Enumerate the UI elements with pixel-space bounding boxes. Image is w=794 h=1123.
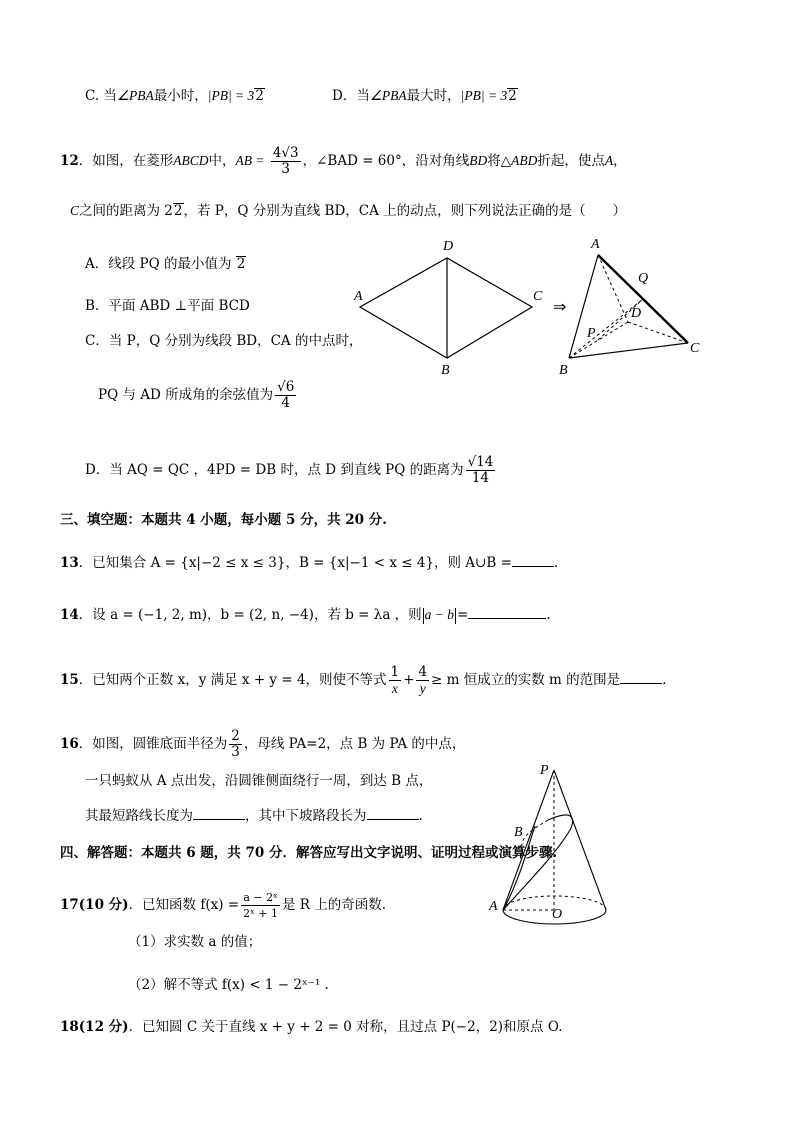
q16-line2: 一只蚂蚁从 A 点出发，沿圆锥侧面绕行一周，到达 B 点， xyxy=(85,773,433,789)
q12-ab-fraction: $\frac{4√3}{3}$ xyxy=(272,145,299,177)
q15: 15．已知两个正数 x，y 满足 x + y = 4，则使不等式 $\frac{1}{x}$ + $\frac{4}{y}$ ≥ m 恒成立的实数 m 的范围是 . xyxy=(60,664,667,696)
cone-label-b: B xyxy=(514,825,523,840)
cone-label-o: O xyxy=(552,907,563,922)
q16-line1: 16．如图，圆锥底面半径为 $\frac{2}{3}$ ，母线 PA=2，点 B 为 PA 的中点， xyxy=(60,728,466,760)
implies-arrow: ⇒ xyxy=(553,299,567,316)
tetra-label-d: D xyxy=(631,306,642,321)
q14-answer-blank[interactable] xyxy=(468,604,546,619)
q12-option-c: C．当 P，Q 分别为线段 BD，CA 的中点时， xyxy=(85,333,363,349)
q17-stem: 17(10 分)．已知函数 f(x) = $\frac{\text{a − 2ˣ}}{\text{2ˣ + 1}}$ 是 R 上的奇函数. xyxy=(60,891,387,920)
cone-label-a: A xyxy=(489,899,498,914)
q16-answer-blank-1[interactable] xyxy=(193,805,245,820)
q12-stem-line2: C之间的距离为 22，若 P，Q 分别为直线 BD，CA 上的动点，则下列说法正确的是（ ） xyxy=(70,203,627,219)
section-4-title: 四、解答题：本题共 6 题，共 70 分．解答应写出文字说明、证明过程或演算步骤. xyxy=(60,845,558,861)
q15-answer-blank[interactable] xyxy=(620,669,662,684)
q14: 14．设 a = (−1, 2, m)，b = (2, n, −4)，若 b = λa ，则 a − b = . xyxy=(60,604,551,625)
q17-sub1: （1）求实数 a 的值； xyxy=(128,934,262,950)
q16-answer-blank-2[interactable] xyxy=(367,805,419,820)
q12-stem-line1: 12．如图，在菱形ABCD中，AB = $\frac{4√3}{3}$ ，∠BAD = 60°，沿对角线BD将△ABD折起，使点A， xyxy=(60,145,627,177)
section-3-title: 三、填空题：本题共 4 小题，每小题 5 分，共 20 分. xyxy=(60,512,387,528)
tetra-label-a: A xyxy=(591,237,600,252)
q11-option-d: D．当∠PBA最大时，|PB| = 32 xyxy=(332,88,517,104)
tetra-label-p: P xyxy=(587,326,596,341)
q18-stem: 18(12 分)．已知圆 C 关于直线 x + y + 2 = 0 对称，且过点 P(−2，2)和原点 O. xyxy=(60,1019,563,1035)
cone-label-p: P xyxy=(540,763,549,778)
q11-option-c: C. 当∠PBA最小时，|PB| = 32 xyxy=(85,88,264,104)
tetra-label-b: B xyxy=(559,363,568,378)
q12-option-c-line2: PQ 与 AD 所成角的余弦值为 $\frac{√6}{4}$ xyxy=(98,379,295,411)
rhombus-label-a: A xyxy=(354,289,363,304)
rhombus-label-d: D xyxy=(443,239,454,254)
tetra-label-c: C xyxy=(690,341,700,356)
q16-line3: 其最短路线长度为 ，其中下坡路段长为 . xyxy=(85,805,423,826)
q13: 13．已知集合 A = {x|−2 ≤ x ≤ 3}，B = {x|−1 < x ≤ 4}，则 A∪B = . xyxy=(60,552,558,573)
rhombus-label-b: B xyxy=(441,363,450,378)
tetra-label-q: Q xyxy=(638,271,649,286)
q17-sub2: （2）解不等式 f(x) < 1 − 2ˣ⁻¹ . xyxy=(128,977,329,993)
q13-answer-blank[interactable] xyxy=(512,552,554,567)
q12-option-b: B．平面 ABD ⊥平面 BCD xyxy=(85,298,250,314)
q12-option-a: A．线段 PQ 的最小值为 2 xyxy=(85,256,246,272)
rhombus-label-c: C xyxy=(533,289,543,304)
q12-option-d: D．当 AQ = QC ，4PD = DB 时，点 D 到直线 PQ 的距离为 $\frac{√14}{14}$ xyxy=(85,454,494,486)
